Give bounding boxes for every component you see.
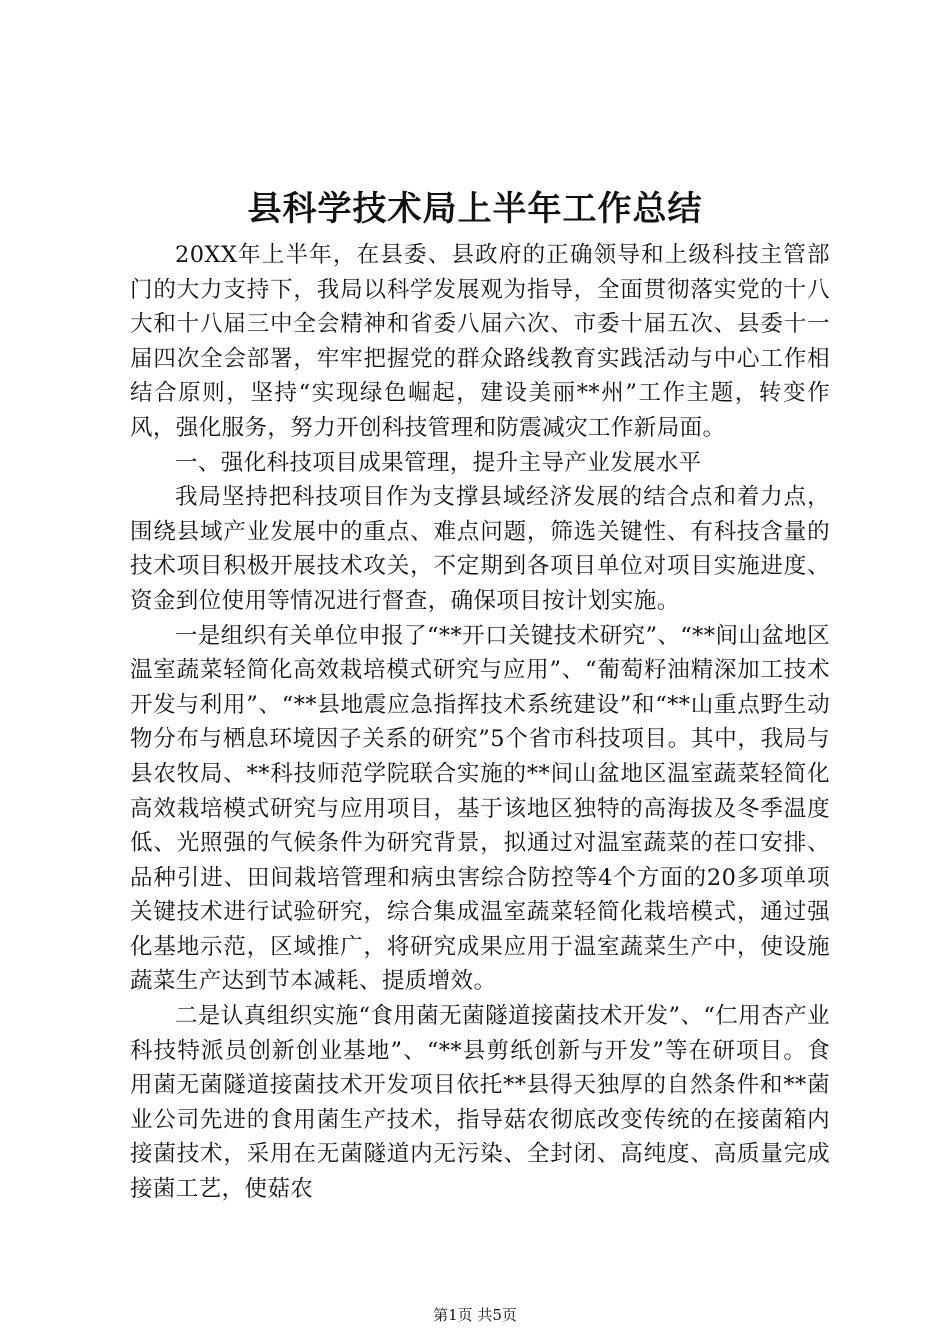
paragraph-item-2: 二是认真组织实施“食用菌无菌隧道接菌技术开发”、“仁用杏产业科技特派员创新创业基地”、“**县剪纸创新与开发”等在研项目。食用菌无菌隧道接菌技术开发项目依托**县得天独厚的自然条件和**菌业公司先进的食用菌生产技术，指导菇农彻底改变传统的在接菌箱内接菌技术，采用在无菌隧道内无污染、全封闭、高纯度、高质量完成接菌工艺，使菇农 xyxy=(130,1003,830,1203)
paragraph-intro: 20XX年上半年，在县委、县政府的正确领导和上级科技主管部门的大力支持下，我局以科学发展观为指导，全面贯彻落实党的十八大和十八届三中全会精神和省委八届六次、市委十届五次、县委十一届四次全会部署，牢牢把握党的群众路线教育实践活动与中心工作相结合原则，坚持“实现绿色崛起，建设美丽**州”工作主题，转变作风，强化服务，努力开创科技管理和防震减灾工作新局面。 xyxy=(130,242,830,441)
page-number-footer: 第1页 共5页 xyxy=(433,1306,517,1324)
document-body xyxy=(130,238,830,1207)
section-heading-1: 一、强化科技项目成果管理，提升主导产业发展水平 xyxy=(175,449,702,476)
paragraph-section-1-intro: 我局坚持把科技项目作为支撑县域经济发展的结合点和着力点，围绕县域产业发展中的重点、难点问题，筛选关键性、有科技含量的技术项目积极开展技术攻关，不定期到各项目单位对项目实施进度、资金到位使用等情况进行督查，确保项目按计划实施。 xyxy=(130,484,830,614)
paragraph-item-1: 一是组织有关单位申报了“**开口关键技术研究”、“**间山盆地区温室蔬菜轻简化高效栽培模式研究与应用”、“葡萄籽油精深加工技术开发与利用”、“**县地震应急指挥技术系统建设”和“**山重点野生动物分布与栖息环境因子关系的研究”5个省市科技项目。其中，我局与县农牧局、**科技师范学院联合实施的**间山盆地区温室蔬菜轻简化高效栽培模式研究与应用项目，基于该地区独特的高海拔及冬季温度低、光照强的气候条件为研究背景，拟通过对温室蔬菜的茬口安排、品种引进、田间栽培管理和病虫害综合防控等4个方面的20多项单项关键技术进行试验研究，综合集成温室蔬菜轻简化栽培模式，通过强化基地示范，区域推广，将研究成果应用于温室蔬菜生产中，使设施蔬菜生产达到节本减耗、提质增效。 xyxy=(130,622,830,995)
document-title: 县科学技术局上半年工作总结 xyxy=(247,189,703,229)
